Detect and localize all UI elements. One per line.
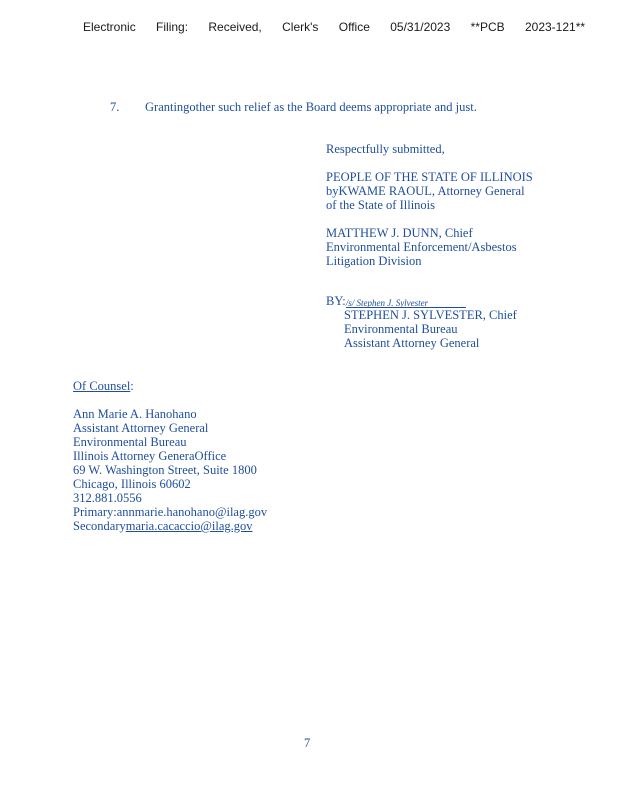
signature-block xyxy=(326,142,533,350)
e-signature: /s/ Stephen J. Sylvester xyxy=(345,298,429,308)
counsel-primary-email[interactable]: Primary:annmarie.hanohano@ilag.gov xyxy=(73,505,268,519)
dunn-line-1: MATTHEW J. DUNN, Chief xyxy=(326,226,473,240)
secondary-label: Secondary xyxy=(73,519,126,533)
header-clerks: Clerk's xyxy=(282,20,319,34)
sylvester-line-3: Assistant Attorney General xyxy=(344,336,480,350)
sylvester-line-2: Environmental Bureau xyxy=(344,322,458,336)
counsel-bureau: Environmental Bureau xyxy=(73,435,187,449)
people-line-2: byKWAME RAOUL, Attorney General xyxy=(326,184,525,198)
header-case-number: 2023-121** xyxy=(524,20,586,34)
header-pcb: **PCB xyxy=(470,20,505,34)
secondary-email-link[interactable]: maria.cacaccio@ilag.gov xyxy=(125,519,253,533)
people-line-3: of the State of Illinois xyxy=(326,198,436,212)
header-received: Received, xyxy=(208,20,262,34)
counsel-title: Assistant Attorney General xyxy=(73,421,209,435)
item-text: Grantingother such relief as the Board deems appropriate and just. xyxy=(145,100,477,114)
counsel-block xyxy=(73,379,267,533)
closing-text: Respectfully submitted, xyxy=(326,142,445,156)
signature-line xyxy=(346,295,466,308)
counsel-heading-row xyxy=(73,379,267,393)
header-electronic: Electronic xyxy=(83,20,136,34)
page-number: 7 xyxy=(304,736,311,750)
header-filing: Filing: xyxy=(156,20,189,34)
header-date: 05/31/2023 xyxy=(390,20,451,34)
header-office: Office xyxy=(338,20,370,34)
counsel-office: Illinois Attorney GeneraOffice xyxy=(73,449,227,463)
filing-header xyxy=(83,20,599,34)
counsel-heading-colon: : xyxy=(130,379,134,393)
counsel-secondary-email-row xyxy=(73,519,267,533)
counsel-heading: Of Counsel xyxy=(73,379,131,393)
counsel-phone: 312.881.0556 xyxy=(73,491,142,505)
counsel-name: Ann Marie A. Hanohano xyxy=(73,407,197,421)
counsel-street: 69 W. Washington Street, Suite 1800 xyxy=(73,463,257,477)
dunn-line-3: Litigation Division xyxy=(326,254,422,268)
by-line xyxy=(326,294,533,308)
by-label: BY: xyxy=(326,294,346,308)
dunn-line-2: Environmental Enforcement/Asbestos xyxy=(326,240,517,254)
counsel-city: Chicago, Illinois 60602 xyxy=(73,477,191,491)
sylvester-line-1: STEPHEN J. SYLVESTER, Chief xyxy=(344,308,517,322)
item-number: 7. xyxy=(110,100,120,114)
people-line-1: PEOPLE OF THE STATE OF ILLINOIS xyxy=(326,170,533,184)
